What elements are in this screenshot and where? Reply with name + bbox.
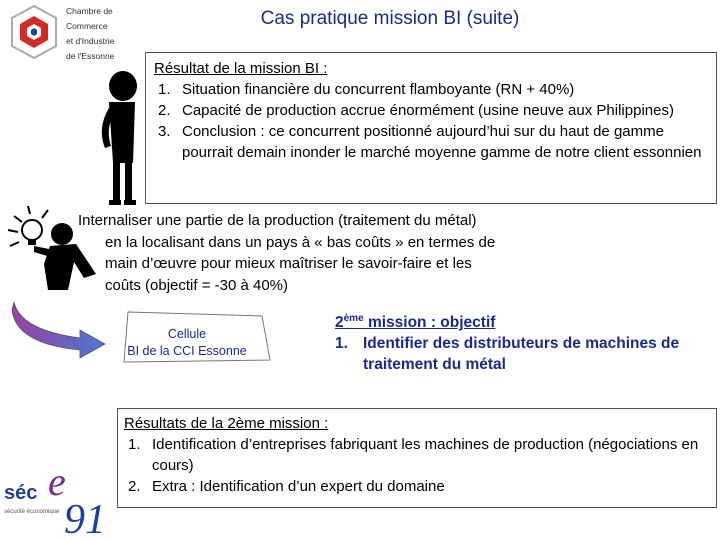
- list-text: Identifier des distributeurs de machines de traitement du métal: [363, 335, 680, 374]
- mission-two-ordinal: 2: [335, 314, 344, 332]
- list-item: [124, 434, 710, 476]
- logo-e-mark: e: [48, 459, 66, 504]
- internalise-line-4: coûts (objectif = -30 à 40%): [105, 276, 289, 294]
- list-number: 2.: [158, 102, 171, 119]
- cci-logo-text: [66, 4, 114, 64]
- mission-two-heading: [335, 308, 715, 333]
- list-item: [154, 79, 708, 100]
- list-text: Capacité de production accrue énormément (usine neuve aux Philippines): [182, 102, 674, 119]
- list-item: [124, 476, 710, 497]
- cci-line-2: Commerce: [66, 21, 108, 31]
- mission-result-heading: Résultat de la mission BI :: [154, 60, 328, 77]
- cci-essonne-logo: [4, 2, 64, 62]
- list-number: 1.: [335, 335, 348, 353]
- list-text: Conclusion : ce concurrent positionné aujourd’hui sur du haut de gamme pourrait demain inonder le marché moyenne gamme de notre client essonnien: [182, 123, 702, 161]
- mission-two-results-list: [124, 434, 710, 497]
- mission-two-sup: ème: [343, 313, 364, 324]
- page-title: Cas pratique mission BI (suite): [260, 8, 520, 29]
- mission-two-results-box: [117, 408, 717, 508]
- list-item: [335, 333, 715, 375]
- logo-brand-b: 91: [64, 497, 106, 537]
- logo-tagline: sécurité économique: [4, 509, 60, 515]
- thinking-person-icon: [95, 68, 145, 208]
- list-text: Situation financière du concurrent flamboyante (RN + 40%): [182, 81, 575, 98]
- cci-line-1: Chambre de: [66, 6, 113, 16]
- cellule-line-1: Cellule: [167, 327, 207, 341]
- sec-eco-91-logo: [2, 455, 117, 537]
- internalise-paragraph: [78, 210, 598, 296]
- cellule-label: [122, 310, 252, 376]
- mission-result-list: [154, 79, 708, 163]
- cellule-line-2: BI de la CCI Essonne: [127, 344, 247, 358]
- mission-two-heading-rest: mission : objectif: [363, 314, 496, 332]
- internalise-line-3: main d’œuvre pour mieux maîtriser le savoir-faire et les: [105, 255, 472, 272]
- logo-brand-a: séc: [4, 482, 38, 504]
- list-number: 1.: [128, 436, 141, 453]
- list-item: [154, 121, 708, 163]
- internalise-line-2: en la localisant dans un pays à « bas coûts » en termes de: [105, 233, 496, 251]
- cci-line-3: et d'Industrie: [66, 36, 115, 46]
- internalise-line-1: Internaliser une partie de la production (traitement du métal): [78, 212, 477, 229]
- list-text: Extra : Identification d’un expert du domaine: [152, 478, 445, 495]
- list-number: 3.: [158, 123, 171, 140]
- list-number: 2.: [128, 478, 141, 495]
- mission-two-block: [335, 308, 715, 375]
- list-text: Identification d’entreprises fabriquant les machines de production (négociations en cours): [152, 436, 699, 474]
- mission-two-results-heading: Résultats de la 2ème mission :: [124, 415, 329, 432]
- cci-line-4: de l'Essonne: [66, 51, 115, 61]
- mission-result-box: [145, 52, 717, 204]
- list-item: [154, 100, 708, 121]
- list-number: 1.: [158, 81, 171, 98]
